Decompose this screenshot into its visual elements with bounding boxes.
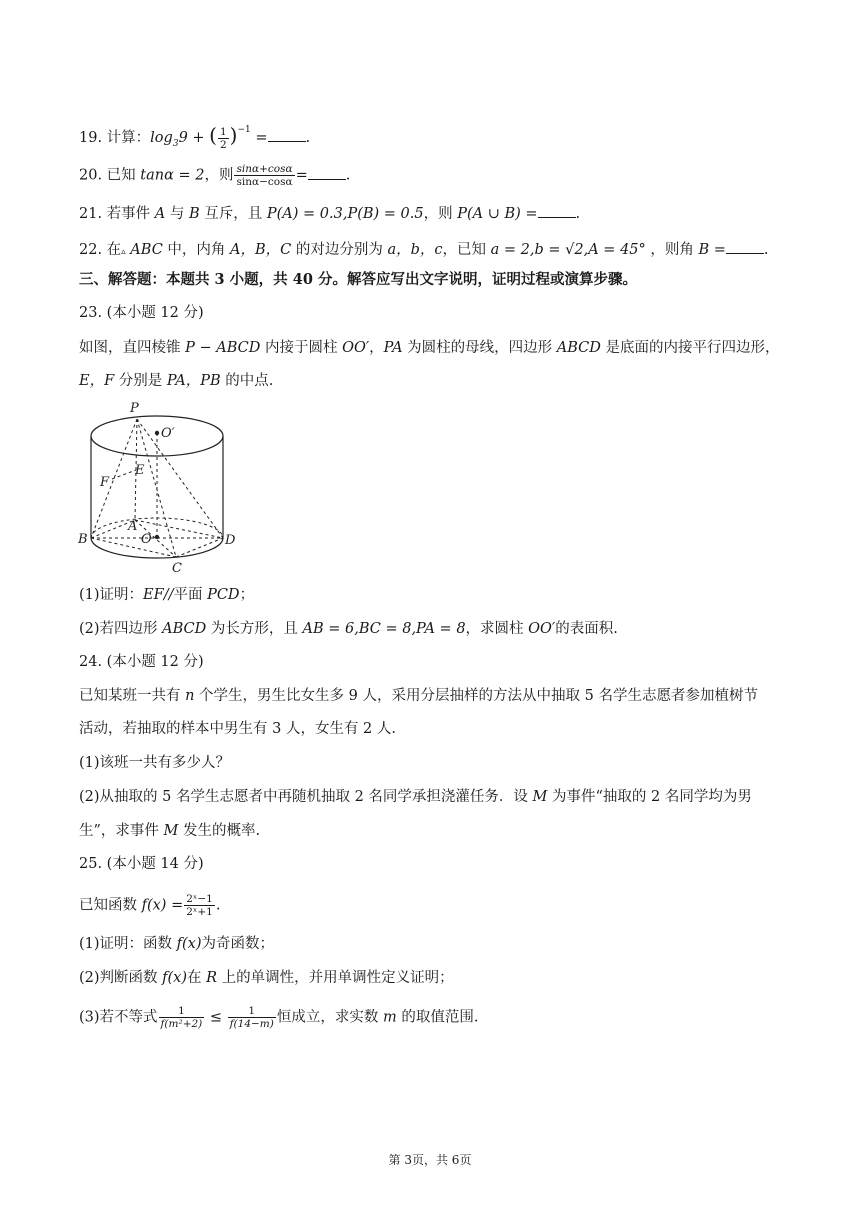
label-c: C [172,561,182,576]
q25-p2d: R [206,970,218,986]
q23-p2g: 的表面积. [555,621,618,637]
label-o: O [141,532,152,547]
q19-exponent: −1 [237,125,251,135]
q23-b1e: ， [369,340,384,356]
label-p: P [130,401,139,416]
q23-cylinder: OO′ [342,340,370,356]
q24-body-line-2: 活动，若抽取的样本中男生有 3 人，女生有 2 人. [79,721,396,737]
q22-triangle-name: ABC [125,242,163,258]
q22-text-b: 中，内角 [162,242,231,258]
q22-answer-blank[interactable] [726,239,764,254]
q25-p1a: (1)证明：函数 [79,936,177,952]
q24-b1a: 已知某班一共有 [79,688,186,704]
q19-half-fraction [218,126,229,151]
q25-frac-1 [159,1005,205,1030]
q23-b1i: 是底面的内接平行四边形， [600,340,780,356]
q23-b2d: 的中点. [220,373,274,389]
edge-bc [91,538,176,557]
q22-text-c: 的对边分别为 [291,242,388,258]
page-footer: 第 3页，共 6页 [388,1153,472,1167]
q24-p2c: 生”，求事件 [79,823,164,839]
q19-frac-num: 1 [219,125,227,138]
q23-body-line-2 [79,371,273,391]
q19-left-paren: ( [209,123,217,147]
point-o [155,535,159,539]
q24-n: n [185,688,195,704]
q25-le: ≤ [205,1009,227,1026]
q21-probabilities: P(A) = 0.3,P(B) = 0.5 [266,206,424,222]
q25-frac-num: 2ˣ−1 [186,893,213,905]
q21-text-b: 与 [165,206,189,222]
q21-union: P(A ∪ B) = [457,206,538,222]
q25-part-2 [79,968,454,988]
q25-p3c: 的取值范围. [396,1009,479,1026]
q25-p1b: f(x) [176,936,202,952]
q25-body [79,893,220,918]
q19-log-base: 3 [172,138,179,149]
q23-p2e: ，求圆柱 [465,621,529,637]
q25-frac-den: 2ˣ+1 [186,906,213,918]
q25-fx: f(x) = [141,897,184,914]
q22-condition: a = 2,b = √2,A = 45° [490,242,646,258]
q25-p3b: 恒成立，求实数 [276,1009,383,1026]
q24-p2b: 为事件“抽取的 2 名同学均为男 [547,789,752,805]
q25-n1: 1 [159,1005,205,1018]
q23-b1g: 为圆柱的母线，四边形 [402,340,557,356]
q25-p1c: 为奇函数； [201,936,275,952]
label-d: D [225,533,236,548]
triangle-icon: ▵ [121,247,126,257]
question-21: 21. 若事件 A 与 B 互斥，且 P(A) = 0.3,P(B) = 0.5，则 P(A ∪ B) = . [79,203,580,224]
q24-body-line-1 [79,686,758,706]
q23-pa-pb: PA，PB [166,373,221,389]
cylinder-bottom-front [91,538,223,558]
label-f: F [100,475,110,490]
q25-part-1 [79,934,274,954]
q23-pyramid: P − ABCD [185,340,261,356]
q23-p2a: (2)若四边形 [79,621,163,637]
q23-part-1 [79,585,254,605]
point-o-prime [155,431,159,435]
q23-pa: PA [383,340,403,356]
label-o-prime: O′ [161,426,175,441]
q25-header: 25. (本小题 14 分) [79,856,204,872]
q24-part-2-line-1 [79,787,752,807]
q25-fraction [184,893,215,918]
q19-log-word: log [150,130,173,146]
q25-p2e: 上的单调性，并用单调性定义证明； [217,970,454,986]
q20-condition: tanα = 2 [140,167,205,184]
q25-m: m [382,1009,397,1026]
q23-p2d: AB = 6,BC = 8,PA = 8 [302,621,466,637]
question-20: 20. 已知 tanα = 2，则 $\frac{\sin\alpha+\cos\alpha}{\sin\alpha-\cos\alpha}$ = . [79,163,351,188]
q20-answer-blank[interactable] [308,165,346,180]
q19-log-arg: 9 + [178,130,210,146]
q23-b1a: 如图，直四棱锥 [79,340,186,356]
q24-part-1: (1)该班一共有多少人？ [79,755,231,771]
q19-log [150,130,210,149]
q21-text-a: 21. 若事件 [79,206,155,222]
q23-abcd: ABCD [556,340,601,356]
q20-then: ，则 [204,167,234,184]
q25-d2: f(14−m) [229,1018,274,1030]
q24-p2a: (2)从抽取的 5 名学生志愿者中再随机抽取 2 名同学承担浇灌任务．设 [79,789,533,805]
q23-part-2 [79,619,618,639]
q22-text-e: ，则角 [645,242,699,258]
q20-frac-den: sinα−cosα [236,176,293,188]
q24-p2d: 发生的概率. [178,823,261,839]
q25-p2b: f(x) [162,970,188,986]
q23-b1c: 内接于圆柱 [260,340,343,356]
q19-right-paren: ) [229,123,238,147]
question-19: 19. 计算：$\log_39$ + ( $\frac{1}{2}$ )$^{-1}$ = . [79,123,311,151]
edge-pd [137,419,223,538]
label-e: E [135,463,145,478]
q24-part-2-line-2 [79,821,260,841]
q23-p2c: 为长方形，且 [206,621,303,637]
q23-p1d: PCD [207,587,240,603]
q19-equals: = [250,130,268,146]
q19-prefix: 19. 计算： [79,130,151,146]
q25-n2: 1 [228,1005,276,1018]
q21-answer-blank[interactable] [538,203,576,218]
q25-bb: . [215,897,221,914]
q22-text-d: ，已知 [442,242,491,258]
q25-ba: 已知函数 [79,897,142,914]
q24-m2: M [163,823,179,839]
q23-p1a: (1)证明： [79,587,144,603]
label-b: B [78,532,88,547]
question-22: 22. 在▵ ABC 中，内角 A，B，C 的对边分别为 a，b，c，已知 a = 2,b = √2,A = 45° ，则角 B = . [79,239,769,262]
q23-body-line-1 [79,338,780,358]
q24-m: M [532,789,548,805]
q25-d1: f(m²+2) [160,1018,203,1030]
q21-text-c: 互斥，且 [199,206,267,222]
q23-p2b: ABCD [162,621,207,637]
q25-p2c: 在 [187,970,207,986]
segment-ef [112,470,136,479]
q25-p2a: (2)判断函数 [79,970,163,986]
q21-event-a: A [154,206,166,222]
section-3-heading: 三、解答题：本题共 3 小题，共 40 分。解答应写出文字说明，证明过程或演算步骤。 [79,271,637,288]
q23-header: 23. (本小题 12 分) [79,305,204,321]
q20-fraction [234,163,294,188]
q21-event-b: B [188,206,200,222]
q20-prefix: 20. 已知 [79,167,141,184]
q20-frac-num: sinα+cosα [236,163,293,175]
q25-frac-2 [228,1005,276,1030]
q23-p2f: OO′ [528,621,556,637]
q23-b2b: 分别是 [114,373,167,389]
q23-ef: E，F [79,373,115,389]
q23-p1e: ； [239,587,255,603]
q24-header: 24. (本小题 12 分) [79,654,204,670]
q22-angle-b: B = [698,242,726,258]
q25-p3a: (3)若不等式 [79,1009,158,1026]
cylinder-pyramid-figure [76,398,246,576]
q23-p1b: EF// [143,587,174,603]
q24-b1b: 个学生，男生比女生多 9 人，采用分层抽样的方法从中抽取 5 名学生志愿者参加植树节 [194,688,758,704]
q19-answer-blank[interactable] [268,127,306,142]
q22-angles: A，B，C [230,242,292,258]
q21-text-d: ，则 [423,206,458,222]
q25-part-3 [79,1005,478,1030]
q22-text-a: 22. 在 [79,242,122,258]
q23-p1c: 平面 [173,587,208,603]
q19-frac-den: 2 [219,138,227,151]
q20-equals: = [295,167,308,184]
q22-sides: a，b，c [387,242,443,258]
label-a: A [128,519,138,534]
